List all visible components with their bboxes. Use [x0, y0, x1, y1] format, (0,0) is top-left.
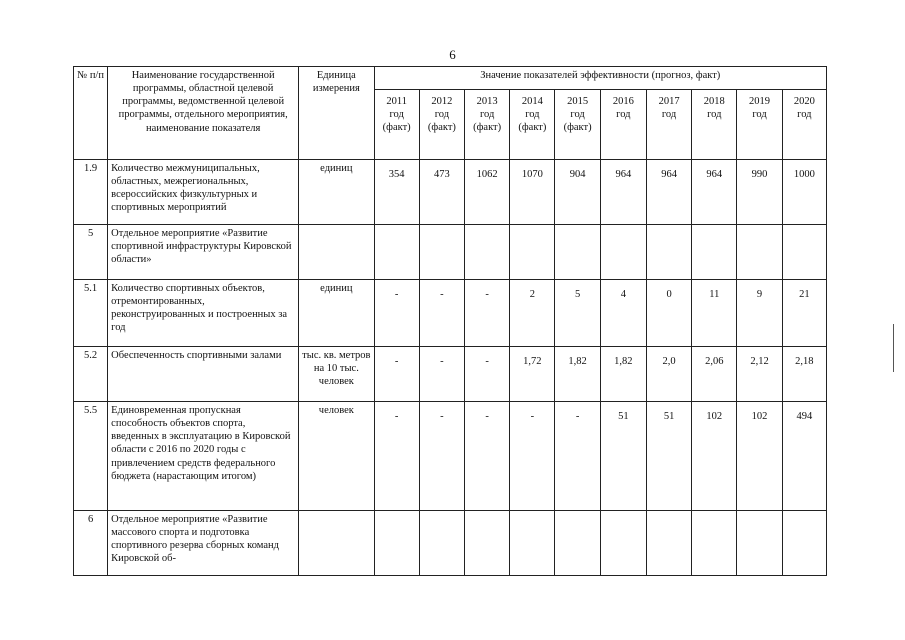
value-cell [555, 225, 600, 280]
value-cell: - [374, 280, 419, 347]
header-year-2019 [737, 90, 782, 160]
year-suffix: год [707, 109, 722, 121]
scan-edge-mark [893, 324, 894, 372]
value-cell: - [374, 347, 419, 402]
value-cell [692, 511, 737, 576]
year-suffix: год [434, 109, 450, 121]
value-cell: 102 [737, 402, 782, 511]
value-cell: 1,82 [555, 347, 600, 402]
year-note: (факт) [563, 122, 592, 134]
value-cell: - [419, 280, 464, 347]
indicator-name: Отдельное мероприятие «Развитие массового спорта и подготовка спортивного резерва сборных команд Кировской об- [108, 511, 299, 576]
table-row [74, 225, 827, 280]
value-cell [782, 511, 826, 576]
year-label: 2019 [749, 96, 771, 107]
value-cell [646, 225, 691, 280]
value-cell [646, 511, 691, 576]
value-cell [465, 511, 510, 576]
indicator-name: Количество спортивных объектов, отремонтированных, реконструированных и построенных за год [108, 280, 299, 347]
header-year-2015 [555, 90, 600, 160]
value-cell: 11 [692, 280, 737, 347]
unit-cell: единиц [299, 160, 374, 225]
indicators-table [73, 66, 827, 576]
value-cell [419, 225, 464, 280]
year-note: (факт) [518, 122, 547, 134]
value-cell: 1070 [510, 160, 555, 225]
value-cell [600, 225, 646, 280]
value-cell [782, 225, 826, 280]
header-year-2020 [782, 90, 826, 160]
value-cell [737, 511, 782, 576]
value-cell: 494 [782, 402, 826, 511]
value-cell: - [465, 402, 510, 511]
header-unit: Единица измерения [299, 67, 374, 160]
value-cell [374, 225, 419, 280]
value-cell: 0 [646, 280, 691, 347]
value-cell: 51 [646, 402, 691, 511]
indicator-name: Единовременная пропускная способность объектов спорта, введенных в эксплуатацию в Кировской области с 2016 по 2020 годы с привлечением средств федерального бюджета (нарастающим итогом) [108, 402, 299, 511]
value-cell: 2,12 [737, 347, 782, 402]
table-row [74, 160, 827, 225]
row-number: 5.1 [74, 280, 108, 347]
year-note: (факт) [473, 122, 502, 134]
year-note: (факт) [382, 122, 411, 134]
value-cell: 1000 [782, 160, 826, 225]
value-cell: 1,72 [510, 347, 555, 402]
value-cell: - [510, 402, 555, 511]
page-number: 6 [449, 47, 456, 62]
year-label: 2017 [658, 96, 680, 107]
indicator-name: Отдельное мероприятие «Развитие спортивной инфраструктуры Кировской области» [108, 225, 299, 280]
year-label: 2016 [612, 96, 634, 107]
value-cell: 1,82 [600, 347, 646, 402]
value-cell: 21 [782, 280, 826, 347]
indicator-name: Обеспеченность спортивными залами [108, 347, 299, 402]
year-suffix: год [525, 109, 540, 121]
header-values-group: Значение показателей эффективности (прогноз, факт) [374, 67, 826, 90]
value-cell [510, 511, 555, 576]
value-cell: 9 [737, 280, 782, 347]
value-cell: - [374, 402, 419, 511]
value-cell: - [465, 280, 510, 347]
table-row [74, 347, 827, 402]
value-cell: 2,0 [646, 347, 691, 402]
unit-cell: единиц [299, 280, 374, 347]
value-cell: 990 [737, 160, 782, 225]
value-cell: - [465, 347, 510, 402]
row-number: 1.9 [74, 160, 108, 225]
year-label: 2015 [567, 96, 589, 107]
value-cell [465, 225, 510, 280]
indicator-name: Количество межмуниципальных, областных, межрегиональных, всероссийских физкультурных и спортивных мероприятий [108, 160, 299, 225]
value-cell: 2,18 [782, 347, 826, 402]
value-cell: - [419, 347, 464, 402]
value-cell: 2,06 [692, 347, 737, 402]
value-cell: 904 [555, 160, 600, 225]
year-suffix: год [752, 109, 767, 121]
year-label: 2020 [793, 96, 815, 107]
table-row [74, 280, 827, 347]
unit-cell: тыс. кв. метров на 10 тыс. человек [299, 347, 374, 402]
value-cell: 4 [600, 280, 646, 347]
row-number: 5.5 [74, 402, 108, 511]
year-suffix: год [797, 109, 812, 121]
value-cell [510, 225, 555, 280]
value-cell: 5 [555, 280, 600, 347]
value-cell [692, 225, 737, 280]
value-cell: - [555, 402, 600, 511]
year-label: 2018 [703, 96, 725, 107]
year-suffix: год [479, 109, 495, 121]
value-cell [374, 511, 419, 576]
unit-cell: человек [299, 402, 374, 511]
row-number: 5.2 [74, 347, 108, 402]
unit-cell [299, 225, 374, 280]
year-note: (факт) [427, 122, 456, 134]
value-cell: 964 [600, 160, 646, 225]
year-label: 2013 [476, 96, 498, 107]
header-year-2014 [510, 90, 555, 160]
year-label: 2012 [431, 96, 453, 107]
year-suffix: год [389, 109, 404, 121]
header-year-2018 [692, 90, 737, 160]
header-name: Наименование государственной программы, областной целевой программы, ведомственной целевой программы, отдельного мероприятия, наименование показателя [108, 67, 299, 160]
value-cell: 354 [374, 160, 419, 225]
year-suffix: год [661, 109, 677, 121]
year-label: 2014 [521, 96, 543, 107]
value-cell: 964 [692, 160, 737, 225]
value-cell [419, 511, 464, 576]
value-cell [737, 225, 782, 280]
value-cell: 964 [646, 160, 691, 225]
table-row [74, 402, 827, 511]
row-number: 5 [74, 225, 108, 280]
value-cell: 473 [419, 160, 464, 225]
unit-cell [299, 511, 374, 576]
value-cell: - [419, 402, 464, 511]
row-number: 6 [74, 511, 108, 576]
value-cell: 51 [600, 402, 646, 511]
header-row-1 [74, 67, 827, 90]
header-year-2012 [419, 90, 464, 160]
year-suffix: год [570, 109, 585, 121]
header-num: № п/п [74, 67, 108, 160]
value-cell [555, 511, 600, 576]
value-cell: 1062 [465, 160, 510, 225]
header-year-2017 [646, 90, 691, 160]
header-year-2016 [600, 90, 646, 160]
year-suffix: год [616, 109, 631, 121]
header-year-2013 [465, 90, 510, 160]
table-row [74, 511, 827, 576]
value-cell [600, 511, 646, 576]
value-cell: 102 [692, 402, 737, 511]
value-cell: 2 [510, 280, 555, 347]
header-year-2011 [374, 90, 419, 160]
year-label: 2011 [386, 96, 407, 107]
